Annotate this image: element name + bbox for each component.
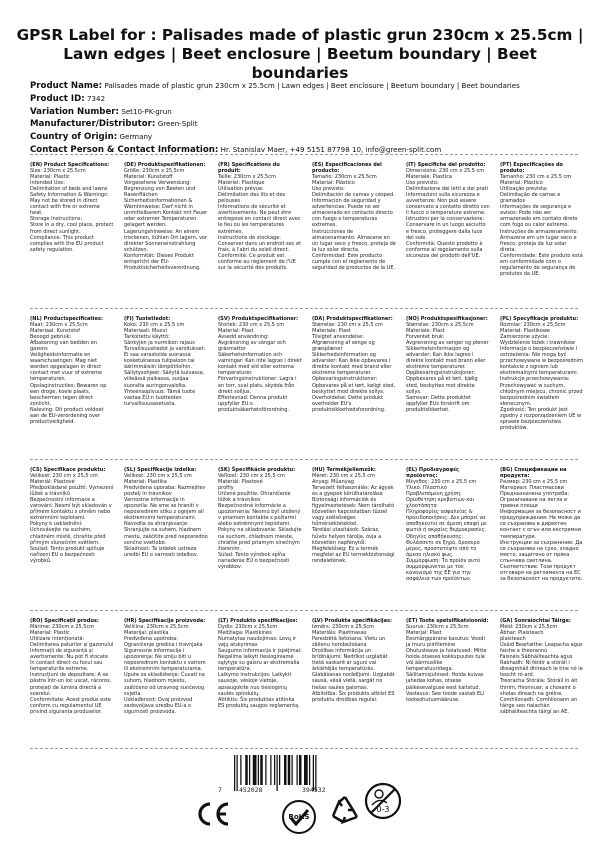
spec-body: Méret: 230 cm x 25,5 cm Anyag: Műanyag Tervezett felhasználás: Az ágyak és a gyepek körülhatárolása Biztonsági információk és figyelmeztetések: Nem tárolható közvetlen kapcsolatban tűzzel vagy szélsőséges hőmérsékletekkel. Tárolási utasítások: Száraz, hűvös helyen tárolja, óvja a közvetlen napfénytől. Megfelelőség: Ez a termék megfelel az EU termékbiztonsági rendeletének. (312, 473, 395, 564)
spec-body: Veličina: 230cm x 25,5cm Materijal: plastika Predviđena upotreba: Ograničenje gredica i travnjaka Sigurnosne informacije i upozorenja: Ne smiju biti u neposrednom kontaktu s vatrom ili ekstremnim temperaturama. Upute za skladištenje: Čuvati na suhom, hladnom mjestu, zaštićeno od izravnog sunčevog svjetla. Usklađenost: Ovaj proizvod zadovoljava uredbu EU-a o sigurnosti proizvoda. (124, 624, 206, 715)
spec-body: Dydis: 230cm x 25,5cm Medžiaga: Plastikinės Numatytas naudojimas: Lovų ir vejų atskyrimas Saugumo informacija ir įspėjimai: Negalima laikyti tiesioginiame sąlytyje su gaisru ar ekstremalia temperatūra. Laikymo instrukcijos: Laikykit sausoje, vėsioje vietoje, apsaugokite nuo tiesioginių saulės spindulių. Atitiktis: Šis produktas atitinka ES produktų saugos reglamentą. (218, 624, 302, 709)
spec-heading: (BG) Спецификации на продукта: (500, 467, 567, 480)
spec-block-da (312, 316, 396, 413)
cut-line (30, 308, 578, 309)
svg-text:RoHS: RoHS (288, 813, 310, 821)
spec-block-es (312, 162, 396, 271)
spec-heading: (FI) Tuotetiedot: (124, 316, 171, 322)
cut-line (30, 610, 578, 611)
spec-heading: (DE) Produktspezifikationen: (124, 162, 206, 168)
spec-heading: (RO) Specificații produs: (30, 618, 99, 624)
spec-block-ga (500, 618, 584, 715)
spec-block-de (124, 162, 208, 271)
spec-heading: (PL) Specyfikacje produktu: (500, 316, 579, 322)
info-product-name (30, 80, 590, 93)
spec-block-pl (500, 316, 584, 431)
spec-heading: (ES) Especificaciones del producto: (312, 162, 382, 175)
ce-mark-icon (195, 799, 231, 829)
spec-body: Izmērs: 230cm x 25,5cm Materiāls: Plastmasas Paredzētā lietošana: Vietu un zālienu norobežošana Drošības informācija un brīdinājumi: Nedrīkst uzglabāt tiešā saskarē ar uguni vai ārkārtējās temperatūrās. Glabāšanas norādījumi: Uzglabāt sausā, vēsā vietā, sargāt no tiešas saules gaismas. Atbilstība: Šis produkts atbilst ES produktu drošības regulai. (312, 624, 395, 703)
cut-line (30, 748, 578, 749)
spec-block-en (30, 162, 114, 253)
spec-body: Rozmiar: 230cm x 25,5cm Materiał: Plastikowe Zamierzone użycie: Wydzielenie łóżek i trawników Informacje o bezpieczeństwie i ostrzeżenia: Nie mogą być przechowywane w bezpośrednim kontakcie z ogniem lub ekstremalnymi temperaturami. Instrukcje przechowywania: Przechowywać w suchym, chłodnym miejscu, chronić przed bezpośrednim światłem słonecznym. Zgodność: Ten produkt jest zgodny z rozporządzeniem UE w sprawie bezpieczeństwa produktów. (500, 322, 583, 431)
spec-block-et (406, 618, 490, 703)
info-value: Germany (119, 132, 153, 142)
spec-heading: (SK) Špecifikácie produktu: (218, 467, 296, 473)
spec-body: Størrelse: 230cm x 25,5cm Materiale: Plast Forventet bruk: Avgrensning av senger og plener Sikkerhetsinformasjon og advarsler: Kan ikke lagres i direkte kontakt med brann eller ekstreme temperaturer. Oppbevaringsinstruksjoner: Oppbevares på et tørt, kjølig sted, beskyttes mot direkte sollys. Samsvar: Dette produktet oppfyller EUs forskrift om produktsikkerhet. (406, 322, 489, 413)
info-key: Country of Origin: (30, 132, 118, 143)
spec-heading: (PT) Especificações do produto: (500, 162, 563, 175)
spec-block-bg (500, 467, 584, 582)
spec-block-nl (30, 316, 114, 425)
spec-block-it (406, 162, 490, 259)
spec-heading: (NL) Productspecificaties: (30, 316, 103, 322)
recycling-icon (326, 792, 364, 830)
spec-block-hu (312, 467, 396, 564)
info-variation-number (30, 106, 590, 119)
spec-body: Größe: 230cm x 25,5cm Material: Kunststoff Vorgesehene Verwendung: Begrenzung von Beeten und Rasenflächen Sicherheitsinformationen & Warnhinweise: Darf nicht in unmittelbarem Kontakt mit Feuer oder extremer Temperaturen gelagert werden. Lagerungshinweise: An einem trockenen, kühlen Ort lagern, vor direkter Sonneneinstrahlung schützen. Konformität: Dieses Produkt entspricht der EU-Produktsicherheitsverordnung. (124, 168, 208, 271)
info-country-of-origin (30, 131, 590, 144)
spec-block-el (406, 467, 490, 582)
spec-block-hr (124, 618, 208, 715)
spec-heading: (SV) Produktspecifikationer: (218, 316, 299, 322)
spec-block-no (406, 316, 490, 413)
barcode-digit-group-right: 394532 (302, 786, 326, 794)
spec-heading: (ET) Toote spetsifikatsioonid: (406, 618, 489, 624)
spec-heading: (LV) Produkta specifikācijas: (312, 618, 392, 624)
spec-body: Maat: 230cm x 25,5cm Materiaal: Kunststof Beoogd gebruik: Afbakening van bedden en gazons Veiligheidsinformatie en waarschuwingen: Mag niet worden opgeslagen in direct contact met vuur of extreme temperaturen. Opslaginstructies: Bewaren op een droge, koele plaats, beschermen tegen direct zonlicht. Naleving: Dit product voldoet aan de EU-verordening over productveiligheid. (30, 322, 107, 425)
spec-body: Mărime: 230cm x 25,5cm Material: Plastic Utilizare intenționată: Delimitarea paturilor și gazonului Informații de siguranță și avertismente: Nu pot fi stocate în contact direct cu focul sau temperaturile extreme. Instrucțiuni de depozitare: A se păstra într-un loc uscat, răcoros, protejați de lumina directă a soarelui. Conformitate: Acest produs este conform cu regulamentul UE privind siguranța produselor. (30, 624, 114, 715)
spec-heading: (SL) Specifikacije izdelka: (124, 467, 197, 473)
spec-body: Taille: 230cm x 25,5cm Matériel: Plastique Utilisation prévue: Délimitation des lits et des pelouses Informations de sécurité et avertissements: Ne peut être entreposé en contact direct avec le feu ou les températures extrêmes. Instructions de stockage: Conserver dans un endroit sec et frais, à l'abri du soleil direct. Conformité: Ce produit est conforme au règlement de l'UE sur la sécurité des produits. (218, 174, 302, 271)
spec-heading: (DA) Produktspecifikationer: (312, 316, 393, 322)
spec-block-ro (30, 618, 114, 715)
spec-body: Velikost: 230 cm x 25,5 cm Material: Plastika Predvidena uporaba: Razmejitev postelj in travnikov Varnostne informacije in opozorila: Ne sme se hraniti v neposrednem stiku z ognjem ali ekstremnimi temperaturami. Navodila za shranjevanje: Shranjujte na suhem, hladnem mestu, zaščitite pred neposredno sončno svetlobo. Skladnost: Ta izdelek ustreza uredbi EU o varnosti izdelkov. (124, 473, 208, 558)
spec-body: Méid: 230cm x 25,5cm Ábhar: Plaisteach plaisteach Úsáid Beartaithe: Leapacha agus faiche a theorannú Faisnéis Sábháilteachta agus Rabhadh: Ní féidir a stóráil i dteagmháil dhíreach le tine nó le teocht ró-ard. Treoracha Stórála: Stóráil in áit thirim, fhionnuar, a chosaint ó sholas díreach na gréine. Comhlíonadh: Comhlíonann an táirge seo rialachán sábháilteachta táirgí an AE. (500, 624, 583, 715)
spec-heading: (LT) Produkto specifikacijos: (218, 618, 298, 624)
spec-block-sl (124, 467, 208, 558)
info-value: Hr. Stanislav Maer, +49 5151 87798 10, info@green-split.com (220, 144, 442, 154)
spec-heading: (EN) Product Specifications: (30, 162, 110, 168)
info-key: Product ID: (30, 93, 85, 104)
cut-line (30, 459, 578, 460)
spec-block-fr (218, 162, 302, 271)
spec-body: Suurus: 230cm x 25,5cm Materjal: Plast Eesmärgipärane kasutus: Voodi ja muru piiritlemine Ohutusteave ja hoiatused: Mitte hoida otseses kokkupuutes tule või äärmuslike temperatuuridega. Säilitamisjuhised: Hoida kuivas jahedas kohas, otsese päikesevalguse eest kaitstud. Vastavus: See toode vastab ELi tooteohutusmääruse. (406, 624, 487, 703)
spec-body: Dimensione: 230 cm x 25,5 cm Materiale: Plastica Uso previsto: Delimitazione dei letti e dei prati Informazioni sulla sicurezza e avvertenze: Non può essere conservato a contatto diretto con il fuoco o temperature estreme. Istruzioni per la conservazione: Conservare in un luogo asciutto e fresco, proteggere dalla luce del sole. Conformità: Questo prodotto è conforme al regolamento sulla sicurezza dei prodotti dell'UE. (406, 168, 490, 259)
barcode-digit-lead: 7 (218, 786, 222, 794)
info-value: Palisades made of plastic grun 230cm x 25.5cm | Lawn edges | Beet enclosure | Beetum boundary | Beet boundaries (104, 81, 520, 90)
spec-heading: (NO) Produktspesifikasjoner: (406, 316, 488, 322)
spec-block-fi (124, 316, 208, 407)
spec-block-sv (218, 316, 302, 413)
info-key: Variation Number: (30, 106, 119, 117)
spec-body: Veľkosť: 230 cm x 25,5 cm Materiál: Plastové profily Určené použitie: Ohraničenie lôžok a trávnikov Bezpečnostné informácie a upozornenia: Nesmú byť uložený v priamom kontakte s požiarmi alebo extrémnymi teplotami. Pokyny na skladovanie: Skladujte na suchom, chladnom mieste, chráňte pred priamym slnečným žiarením. Súlad: Tento výrobok spĺňa nariadenie EÚ o bezpečnosti výrobkov. (218, 473, 302, 570)
svg-text:0-3: 0-3 (376, 805, 390, 814)
spec-heading: (CS) Specifikace produktu: (30, 467, 106, 473)
info-product-id (30, 93, 590, 106)
age-0-3-warning-icon (363, 781, 403, 821)
spec-heading: (EL) Προδιαγραφές προϊόντος: (406, 467, 460, 480)
spec-body: Μέγεθος: 230 cm x 25,5 cm Υλικό: Πλαστικό Προβλεπόμενη χρήση: Οριοθέτηση κρεβατιών και χλοοτάπητα Πληροφορίες ασφαλείας & προειδοποιήσεις: Δεν μπορεί να αποθηκευτεί σε άμεση επαφή με φωτιά ή ακραίες θερμοκρασίες. Οδηγίες αποθήκευσης: Φυλάσσετε σε ξηρό, δροσερό μέρος, προστατέψτε από το άμεσο ηλιακό φως. Συμμόρφωση: Το προϊόν αυτό συμμορφώνεται με τον κανονισμό της ΕΕ για την ασφάλεια των προϊόντων. (406, 479, 487, 582)
page-title: GPSR Label for : Palisades made of plastic grun 230cm x 25.5cm | Lawn edges | Beet enclosure | Beetum boundary | Beet boundaries (16, 26, 584, 82)
info-value: 7342 (87, 93, 106, 103)
spec-body: Velikost: 230 cm x 25,5 cm Materiál: Plastové Předpokládané použití: Vymezení lůžek a trávníků Bezpečnostní informace a varování: Nesmí být skladován v přímém kontaktu s ohněm nebo extrémními teplotami. Pokyny k uskladnění: Uchovávejte na suchém, chladném místě, chraňte před přímým slunečním světlem. Soulad: Tento produkt splňuje nařízení EU o bezpečnosti výrobků. (30, 473, 114, 564)
rohs-icon (281, 799, 317, 835)
spec-body: Storlek: 230 cm x 25,5 cm Material: Plast Avsedd användning: Avgränsning av sängar och gräsmattor Säkerhetsinformation och varningar: Kan inte lagras i direkt kontakt med eld eller extrema temperaturer. Förvaringsinstruktioner: Lagra i en torr, sval plats, skydda från direkt solljus. Efterlevnad: Denna produkt uppfyller EU:s produktsäkerhetsförordning. (218, 322, 302, 413)
product-info (30, 80, 590, 157)
spec-body: Størrelse: 230 cm x 25,5 cm Materiale: Plast Tilsigtet anvendelse: Afgrænsning af senge og græsplæner Sikkerhedsinformation og advarsler: Kan ikke opbevares i direkte kontakt med brand eller ekstreme temperaturer. Opbevaringsinstruktioner: Opbevares på et tørt, køligt sted, beskyttet mod direkte sollys. Overholdelse: Dette produkt overholder EU's produktsikkerhedsforordning. (312, 322, 396, 413)
spec-heading: (IT) Specifiche del prodotto: (406, 162, 486, 168)
spec-body: Size: 230cm x 25.5cm Material: Plastic Intended Use: Delimitation of beds and lawns Safety Information & Warnings: May not be stored in direct contact with fire or extreme heat. Storage Instructions: Store in a dry, cool place, protect from direct sunlight. Compliance: This product complies with the EU product safety regulation. (30, 168, 114, 253)
cut-line (30, 154, 578, 155)
info-key: Contact Person & Contact Information: (30, 144, 219, 155)
spec-heading: (FR) Spécifications du produit: (218, 162, 280, 175)
spec-body: Tamanho: 230 cm x 25,5 cm Material: Plástico Utilização prevista: Delimitação de camas e gramados Informações de segurança e avisos: Pode não ser armazenado em contato direto com fogo ou calor extremo. Instruções de armazenamento: Armazene em um lugar seco e fresco, proteja da luz solar direta. Conformidade: Este produto está em conformidade com o regulamento de segurança de produtos da UE. (500, 174, 583, 277)
info-key: Product Name: (30, 81, 103, 91)
info-value: Set10-PK-grun (121, 106, 172, 116)
spec-body: Koko: 230 cm x 25,5 cm Materiaali: Muovi Tarkoitettu käyttö: Sänkyjen ja nurmikon rajaus Turvallisuustiedot ja varoitukset: Ei saa varastoida suorassa kosketuksessa tulipaloon tai äärimmäisiin lämpötiloihin. Säilytysohjeet: Säilytä kuivassa, viileässä paikassa, suojaa suoralta auringonvalolta. Yhteensopivuus: Tämä tuote vastaa EU:n tuotteiden turvallisuusasetusta. (124, 322, 206, 407)
spec-heading: (GA) Sonraíochtaí Táirge: (500, 618, 571, 624)
info-manufacturer (30, 118, 590, 131)
spec-block-lt (218, 618, 302, 709)
spec-block-cs (30, 467, 114, 564)
spec-block-pt (500, 162, 584, 277)
spec-heading: (HR) Specifikacije proizvoda: (124, 618, 206, 624)
info-key: Manufacturer/Distributor: (30, 119, 156, 130)
spec-block-lv (312, 618, 396, 703)
info-value: Green-Split (157, 119, 198, 129)
spec-body: Размер: 230 cm x 25,5 cm Материал: Пластмасови Предназначена употреба: Ограничаване на легла и тревни площи Информация за безопасност и предупреждения: Не може да се съхранява в директен контакт с огън или екстремни температури. Инструкции за съхранение: Да се съхранява на сухо, хладно място, защитено от пряка слънчева светлина. Съответствие: Този продукт отговаря на регламента на ЕС за безопасност на продуктите. (500, 479, 583, 582)
spec-body: Tamaño: 230cm x 25,5cm Material: Plástico Uso previsto: Delimitación de camas y césped. Información de seguridad y advertencias: Puede no ser almacenado en contacto directo con fuego o temperaturas extremas. Instrucciones de almacenamiento: Almacene en un lugar seco y fresco, proteja de la luz solar directa. Conformidad: Este producto cumple con el reglamento de seguridad de productos de la UE. (312, 174, 396, 271)
spec-block-sk (218, 467, 302, 570)
barcode-digit-group-left: 452028 (239, 786, 263, 794)
spec-heading: (HU) Termékjellemzők: (312, 467, 376, 473)
